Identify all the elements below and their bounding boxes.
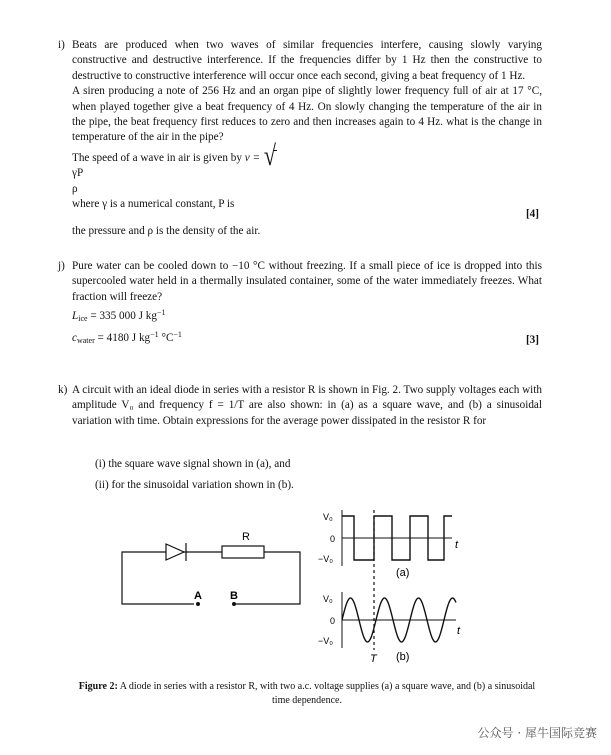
period-T-label: T xyxy=(370,653,377,665)
sine-t-label: t xyxy=(457,625,461,637)
square-wave-axes xyxy=(342,510,452,566)
question-i-para2: A siren producing a note of 256 Hz and an organ pipe of slightly lower frequency full of air at 17 °C, when played together give a beat frequency of 4 Hz. On slowly changing the temperature of the air in the pipe, the beat frequency first reduces to zero and then increases again to 4 Hz. what is the change in temperature of the air in the pipe? xyxy=(72,85,542,144)
resistor-label: R xyxy=(242,531,250,543)
square-t-label: t xyxy=(455,539,459,551)
question-i-para1: Beats are produced when two waves of similar frequencies interfere, causing slowly varying constructive and destructive interference. If the frequencies differ by 1 Hz then the constructive to destructive to constructive interference will occur once each second, giving a beat frequency of 1 Hz. xyxy=(72,39,542,82)
speed-line2: the pressure and ρ is the density of the air. xyxy=(72,224,261,237)
question-k-para1: A circuit with an ideal diode in series with a resistor R is shown in Fig. 2. Two supply voltages each with amplitude V₀ and frequency f = 1/T are also shown: in (a) as a square wave, and (b) a sinusoidal variation with time. Obtain expressions for the average power dissipated in the resistor R for xyxy=(72,384,542,427)
c-water-symbol: c xyxy=(72,331,77,344)
c-water-value: = 4180 J kg xyxy=(94,331,151,344)
question-j xyxy=(58,259,542,348)
question-i xyxy=(58,38,542,239)
speed-lhs: v = xyxy=(244,151,261,164)
panel-a-label: (a) xyxy=(396,567,410,579)
l-ice-line xyxy=(72,305,542,326)
speed-formula-line xyxy=(72,150,542,166)
circuit-diagram xyxy=(122,543,300,605)
l-ice-subscript: ice xyxy=(78,314,88,324)
diode-icon xyxy=(166,544,184,560)
circuit-wire-left xyxy=(122,552,198,604)
question-k-item2: (ii) for the sinusoidal variation shown in (b). xyxy=(95,479,294,491)
speed-suffix: where γ is a numerical constant, P is xyxy=(72,198,235,211)
square-zero-label: 0 xyxy=(330,534,336,544)
speed-prefix: The speed of a wave in air is given by xyxy=(72,151,245,164)
figure-caption xyxy=(72,680,542,708)
circuit-wire-right xyxy=(236,552,300,604)
sine-v0-label: V₀ xyxy=(323,594,333,604)
sine-zero-label: 0 xyxy=(330,616,336,626)
panel-b-label: (b) xyxy=(396,651,410,663)
square-neg-v0-label: −V₀ xyxy=(318,554,333,564)
question-k xyxy=(58,383,542,429)
question-label: j) xyxy=(58,260,65,272)
square-v0-label: V₀ xyxy=(323,512,333,522)
question-k-item1: (i) the square wave signal shown in (a), and xyxy=(95,458,291,470)
c-water-subscript: water xyxy=(76,335,95,345)
c-water-unit2: °C xyxy=(158,331,174,344)
question-label: i) xyxy=(58,39,65,51)
question-label: k) xyxy=(58,384,68,396)
speed-denominator: ρ xyxy=(72,182,78,195)
l-ice-exponent: −1 xyxy=(156,308,166,318)
sine-neg-v0-label: −V₀ xyxy=(318,636,333,646)
l-ice-symbol: L xyxy=(72,310,79,323)
caption-label: Figure 2: xyxy=(78,681,118,692)
c-water-line xyxy=(72,327,542,348)
question-j-para1: Pure water can be cooled down to −10 °C without freezing. If a small piece of ice is dropped into this supercooled water held in a thermally insulated container, some of the water immediately freezes. What fraction will freeze? xyxy=(72,260,542,303)
terminal-b-label: B xyxy=(230,590,238,602)
c-water-exponent2: −1 xyxy=(173,329,182,339)
sine-wave-axes xyxy=(342,592,456,648)
watermark-text: 公众号 · 犀牛国际竞赛 xyxy=(477,726,597,740)
terminal-a-dot xyxy=(197,603,200,606)
caption-text: A diode in series with a resistor R, with two a.c. voltage supplies (a) a square wave, and (b) a sinusoidal time dependence. xyxy=(117,681,536,706)
c-water-exponent1: −1 xyxy=(150,329,159,339)
figure-2 xyxy=(0,500,611,680)
speed-sqrt xyxy=(273,150,277,166)
marks-j: [3] xyxy=(525,334,539,346)
speed-numerator: γP xyxy=(72,167,84,180)
l-ice-value: = 335 000 J kg xyxy=(87,310,157,323)
terminal-b-dot xyxy=(233,603,236,606)
marks-i: [4] xyxy=(525,208,539,220)
terminal-a-label: A xyxy=(194,590,202,602)
resistor-icon xyxy=(222,546,264,558)
